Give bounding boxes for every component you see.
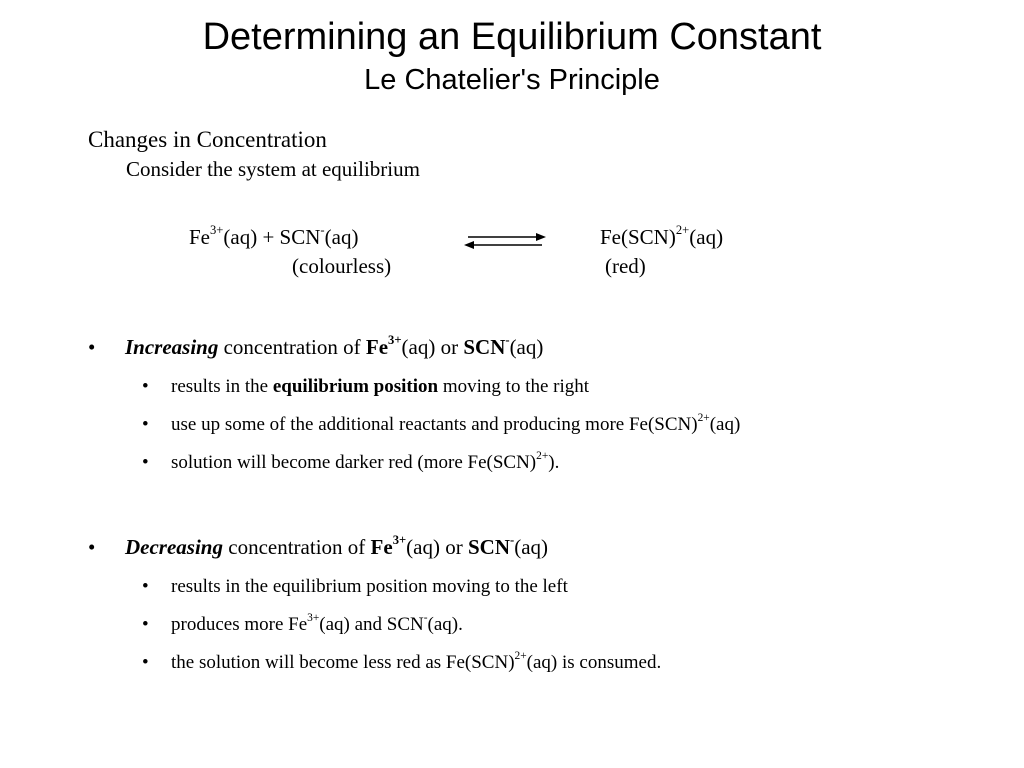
decreasing-text2: (aq) or (406, 535, 468, 559)
decreasing-sub1: results in the equilibrium position moving to the left (171, 576, 568, 597)
text: ). (548, 452, 560, 473)
increasing-ion1-charge: 3+ (388, 333, 402, 348)
increasing-sub2 (171, 413, 740, 437)
product-formula: Fe(SCN) (600, 225, 676, 249)
text: solution will become darker red (more Fe(SCN) (171, 452, 537, 473)
text: (aq) and SCN (319, 614, 424, 635)
reactants-note: (colourless) (292, 254, 392, 278)
equilibrium-arrows-icon (460, 230, 550, 252)
charge: 2+ (514, 649, 527, 662)
equation-reactants (189, 224, 358, 250)
reactant-fe-charge: 3+ (210, 223, 224, 238)
text: moving to the right (438, 376, 590, 397)
bullet-dot: • (88, 335, 96, 359)
text: (aq). (427, 614, 463, 635)
charge: 2+ (536, 449, 549, 462)
increasing-ion2: SCN (463, 335, 506, 359)
decreasing-text: concentration of (223, 535, 371, 559)
product-charge: 2+ (675, 223, 690, 238)
charge: 3+ (307, 611, 320, 624)
increasing-ion1: Fe (365, 335, 389, 359)
decreasing-sub2 (171, 613, 463, 637)
bullet-dot: • (88, 535, 96, 559)
charge: - (423, 611, 428, 624)
decreasing-text3: (aq) (514, 535, 549, 559)
sub-bullet-dot: • (142, 376, 149, 397)
equilibrium-position-term: equilibrium position (272, 376, 439, 397)
sub-bullet-dot: • (142, 452, 149, 473)
product-state: (aq) (689, 225, 724, 249)
slide-title: Determining an Equilibrium Constant (202, 16, 822, 58)
increasing-text3: (aq) (509, 335, 544, 359)
reactant-fe: Fe (189, 225, 210, 249)
increasing-keyword: Increasing (125, 335, 219, 359)
decreasing-ion1: Fe (370, 535, 393, 559)
text: use up some of the additional reactants and producing more Fe(SCN) (171, 414, 698, 435)
increasing-ion2-charge: - (505, 333, 510, 348)
increasing-text2: (aq) or (401, 335, 464, 359)
sub-bullet-dot: • (142, 576, 149, 597)
product-note: (red) (605, 254, 646, 278)
decreasing-keyword: Decreasing (125, 535, 223, 559)
text: results in the (171, 376, 273, 397)
increasing-sub3 (171, 451, 559, 475)
increasing-bullet (125, 334, 543, 360)
decreasing-ion1-charge: 3+ (392, 533, 407, 548)
reactant-scn-state: (aq) (324, 225, 359, 249)
section-intro: Consider the system at equilibrium (126, 157, 420, 181)
sub-bullet-dot: • (142, 414, 149, 435)
section-heading: Changes in Concentration (88, 127, 327, 152)
decreasing-bullet (125, 534, 548, 560)
charge: 2+ (697, 411, 710, 424)
text: produces more Fe (171, 614, 308, 635)
decreasing-sub3 (171, 651, 661, 675)
decreasing-ion2-charge: - (510, 533, 515, 548)
increasing-sub1 (171, 375, 589, 399)
slide-subtitle: Le Chatelier's Principle (364, 64, 660, 96)
text: the solution will become less red as Fe(SCN) (171, 652, 515, 673)
reactant-scn: (aq) + SCN (223, 225, 321, 249)
text: (aq) (709, 414, 741, 435)
increasing-text: concentration of (218, 335, 366, 359)
sub-bullet-dot: • (142, 652, 149, 673)
decreasing-ion2: SCN (467, 535, 510, 559)
sub-bullet-dot: • (142, 614, 149, 635)
reactant-scn-charge: - (320, 223, 325, 238)
equation-product (600, 224, 723, 250)
text: (aq) is consumed. (526, 652, 662, 673)
